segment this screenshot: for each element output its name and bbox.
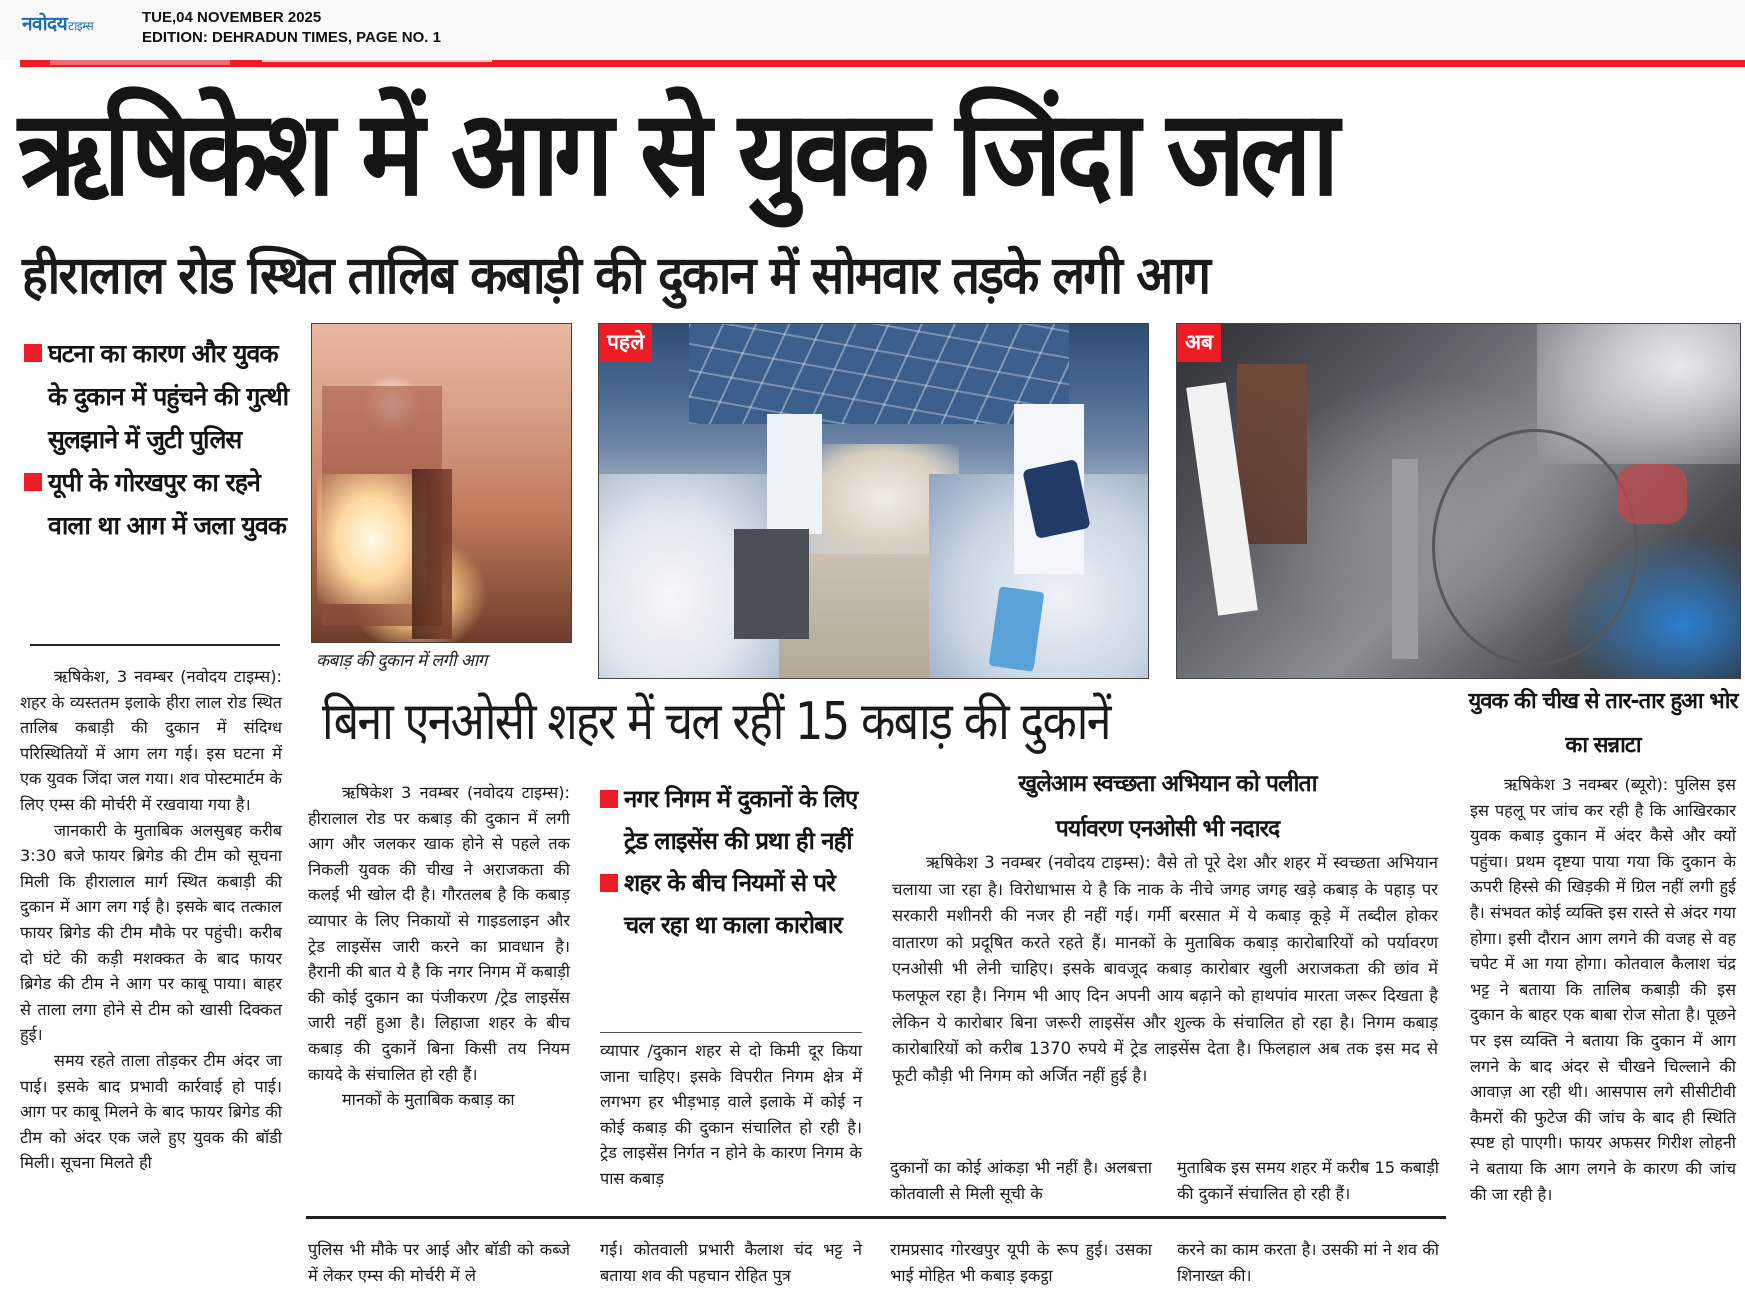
highlight-text: नगर निगम में दुकानों के लिए ट्रेड लाइसेंस की प्रथा ही नहीं xyxy=(624,785,858,855)
second-story-col-a xyxy=(308,780,570,1113)
col-b-divider xyxy=(600,1032,862,1033)
highlight-item xyxy=(600,778,865,862)
photo-detail-cabinet xyxy=(734,529,809,639)
edition-name: EDITION: DEHRADUN TIMES, PAGE NO. 1 xyxy=(142,29,441,46)
continuation-col-2 xyxy=(600,1237,862,1288)
photo-detail-rust xyxy=(1237,364,1307,544)
sub-headline-2: पर्यावरण एनओसी भी नदारद xyxy=(1055,816,1280,842)
body-paragraph: मुताबिक इस समय शहर में करीब 15 कबाड़ी की दुकानें संचालित हो रही हैं। xyxy=(1177,1158,1439,1203)
body-paragraph: ऋषिकेश 3 नवम्बर (नवोदय टाइम्स): वैसे तो पूरे देश और शहर में स्वच्छता अभियान चलाया जा रहा है। विरोधाभास ये है कि नाक के नीचे जगह जगह खड़े कबाड़ के पहाड़ पर सरकारी मशीनरी की नजर ही नहीं गई। गर्मी बरसात में ये कबाड़ कूड़े में तब्दील होकर वातारण को प्रदूषित करते रहते हैं। मानकों के मुताबिक कबाड़ कारोबारियों को पर्यावरण एनओसी भी लेनी चाहिए। इसके बावजूद कबाड़ कारोबार खुली अराजकता की छांव में फलफूल रहा है। निगम भी आए दिन अपनी आय बढ़ाने को हाथपांव मारता जरूर दिखता है लेकिन ये कारोबार बिना जरूरी लाइसेंस और शुल्क के संचालित हो रहा है। निगम कबाड़ कारोबारियों को करीब 1370 रुपये में ट्रेड लाइसेंस देता है। फिलहाल अब तक इस मद से फूटी कौड़ी भी निगम को अर्जित नहीं हुई है। xyxy=(892,853,1438,1085)
main-subheadline: हीरालाल रोड स्थित तालिब कबाड़ी की दुकान में सोमवार तड़के लगी आग xyxy=(22,246,1210,306)
body-paragraph: ऋषिकेश 3 नवम्बर (ब्यूरो): पुलिस इस इस पहलू पर जांच कर रही है कि आखिरकार युवक कबाड़ दुकान में अंदर कैसे और क्यों पहुंचा। प्रथम दृष्टया पाया गया कि दुकान के ऊपरी हिस्से की खिड़की में ग्रिल नहीं लगी हुई है। संभवत कोई व्यक्ति इस रास्ते से अंदर गया होगा। इसी दौरान आग लगने की वजह से वह चपेट में आ गया होगा। कोतवाल कैलाश चंद्र भट्ट ने बताया कि तालिब कबाड़ी की इस दुकान के बाहर एक बाबा रोज सोता है। पूछने पर इस व्यक्ति ने बताया कि दुकान में आग लगने के बाद अंदर से चीखने चिल्लाने की आवाज़ आ रही थी। आसपास लगे सीसीटीवी कैमरों की फुटेज की जांच के बाद ही स्थिति स्पष्ट हो पाएगी। फायर अफसर गिरीश लोहनी ने बताया कि आग लगने के कारण की जांच की जा रही है। xyxy=(1470,775,1736,1204)
body-paragraph: रामप्रसाद गोरखपुर यूपी के रूप हुई। उसका भाई मोहित भी कबाड़ इकट्ठा xyxy=(890,1240,1152,1285)
side-story-headline: युवक की चीख से तार-तार हुआ भोर का सन्नाटा xyxy=(1468,689,1738,758)
second-story-highlights xyxy=(600,778,865,946)
second-story-headline: बिना एनओसी शहर में चल रहीं 15 कबाड़ की दुकानें xyxy=(322,692,1110,752)
photo-detail-wheel xyxy=(1432,429,1638,665)
side-story-body xyxy=(1470,772,1736,1207)
photo-detail-fire xyxy=(317,474,427,604)
logo-sub: टाइम्स xyxy=(68,19,94,33)
edition-date: TUE,04 NOVEMBER 2025 xyxy=(142,9,322,26)
photo-detail-shadow xyxy=(412,469,452,639)
body-paragraph: करने का काम करता है। उसकी मां ने शव की शिनाख्त की। xyxy=(1177,1240,1439,1285)
photo-detail-bar xyxy=(1392,459,1418,659)
body-paragraph: व्यापार /दुकान शहर से दो किमी दूर किया जाना चाहिए। इसके विपरीत निगम क्षेत्र में लगभग हर भीड़भाड़ वाले इलाके में कोई न कोई कबाड़ की दुकान संचालित हो रही है। ट्रेड लाइसेंस निर्गत न होने के कारण निगम के पास कबाड़ xyxy=(600,1041,862,1188)
highlight-text: शहर के बीच नियमों से परे चल रहा था काला कारोबार xyxy=(624,869,842,939)
sub-headlines xyxy=(890,762,1445,852)
highlight-item xyxy=(24,461,294,547)
continuation-col-3 xyxy=(890,1237,1152,1288)
red-square-bullet-icon xyxy=(600,874,618,892)
sub-headline-1: खुलेआम स्वच्छता अभियान को पलीता xyxy=(1018,771,1317,797)
edition-info xyxy=(142,8,441,48)
body-paragraph: गई। कोतवाली प्रभारी कैलाश चंद भट्ट ने बताया शव की पहचान रोहित पुत्र xyxy=(600,1240,862,1285)
highlight-item xyxy=(24,332,294,461)
logo-main: नवोदय xyxy=(22,13,68,35)
red-square-bullet-icon xyxy=(24,473,42,491)
photo-detail-roof xyxy=(689,324,1069,424)
main-story-body xyxy=(20,664,282,1176)
second-story-col-c xyxy=(892,850,1438,1089)
continuation-col-4 xyxy=(1177,1237,1439,1288)
main-headline: ऋषिकेश में आग से युवक जिंदा जला xyxy=(18,84,1335,222)
body-paragraph: समय रहते ताला तोड़कर टीम अंदर जा पाई। इसके बाद प्रभावी कार्रवाई हो पाई। आग पर काबू मिलने के बाद फायर ब्रिगेड की टीम को अंदर एक जले हुए युवक की बॉडी मिली। सूचना मिलते ही xyxy=(20,1050,282,1173)
fire-photo[interactable] xyxy=(311,323,572,643)
masthead-strip-line xyxy=(262,60,492,62)
highlight-item xyxy=(600,862,865,946)
body-paragraph: पुलिस भी मौके पर आई और बॉडी को कब्जे में लेकर एम्स की मोर्चरी में ले xyxy=(308,1240,570,1285)
masthead-strip-text xyxy=(50,60,230,65)
continuation-col-1 xyxy=(308,1237,570,1288)
highlights-divider xyxy=(30,644,280,646)
col-c1-tail xyxy=(890,1155,1152,1206)
second-story-col-b xyxy=(600,1038,862,1192)
section-divider xyxy=(306,1216,1446,1219)
newspaper-logo[interactable] xyxy=(22,10,93,36)
photo-detail-panel xyxy=(767,414,822,534)
body-paragraph: जानकारी के मुताबिक अलसुबह करीब 3:30 बजे फायर ब्रिगेड की टीम को सूचना मिली कि हीरालाल मार्ग स्थित कबाड़ी की दुकान में आग लग गई है। इसके बाद तत्काल फायर ब्रिगेड की टीम मौके पर पहुंची। करीब दो घंटे की कड़ी मशक्कत के बाद फायर ब्रिगेड की टीम ने आग पर काबू पाया। बाहर से ताला लगा होने से टीम को खासी दिक्कत हुई। xyxy=(20,820,282,1045)
viewer-header xyxy=(0,0,1745,60)
col-c2-tail xyxy=(1177,1155,1439,1206)
photo-detail-red xyxy=(1617,464,1687,524)
red-square-bullet-icon xyxy=(600,790,618,808)
after-tag: अब xyxy=(1177,324,1221,362)
body-paragraph: ऋषिकेश 3 नवम्बर (नवोदय टाइम्स): हीरालाल रोड पर कबाड़ की दुकान में लगी आग और जलकर खाक होने से पहले तक निकली युवक की चीख ने अराजकता की कलई भी खोल दी है। गौरतलब है कि कबाड़ व्यापार के लिए निकायों से गाइडलाइन और ट्रेड लाइसेंस जारी करने का प्रावधान है। हैरानी की बात ये है कि नगर निगम में कबाड़ी की कोई दुकान का पंजीकरण /ट्रेड लाइसेंस जारी नहीं हुआ है। लिहाजा शहर के बीच कबाड़ की दुकानें बिना किसी तय नियम कायदे के संचालित हो रही हैं। xyxy=(308,783,570,1084)
before-tag: पहले xyxy=(599,324,652,362)
body-paragraph: मानकों के मुताबिक कबाड़ का xyxy=(342,1090,515,1110)
body-paragraph: दुकानों का कोई आंकड़ा भी नहीं है। अलबत्ता कोतवाली से मिली सूची के xyxy=(890,1158,1152,1203)
before-photo[interactable] xyxy=(598,323,1149,679)
highlight-text: यूपी के गोरखपुर का रहने वाला था आग में जला युवक xyxy=(48,468,286,540)
red-square-bullet-icon xyxy=(24,344,42,362)
fire-photo-caption: कबाड़ की दुकान में लगी आग xyxy=(316,651,487,671)
highlight-text: घटना का कारण और युवक के दुकान में पहुंचने की गुत्थी सुलझाने में जुटी पुलिस xyxy=(48,339,289,454)
main-story-highlights xyxy=(24,332,294,547)
after-photo[interactable] xyxy=(1176,323,1741,679)
body-paragraph: ऋषिकेश, 3 नवम्बर (नवोदय टाइम्स): शहर के व्यस्ततम इलाके हीरा लाल रोड स्थित तालिब कबाड़ी की दुकान में संदिग्ध परिस्थितियों में आग लग गई। इस घटना में एक युवक जिंदा जल गया। शव पोस्टमार्टम के लिए एम्स की मोर्चरी में रखवाया गया है। xyxy=(20,667,282,814)
